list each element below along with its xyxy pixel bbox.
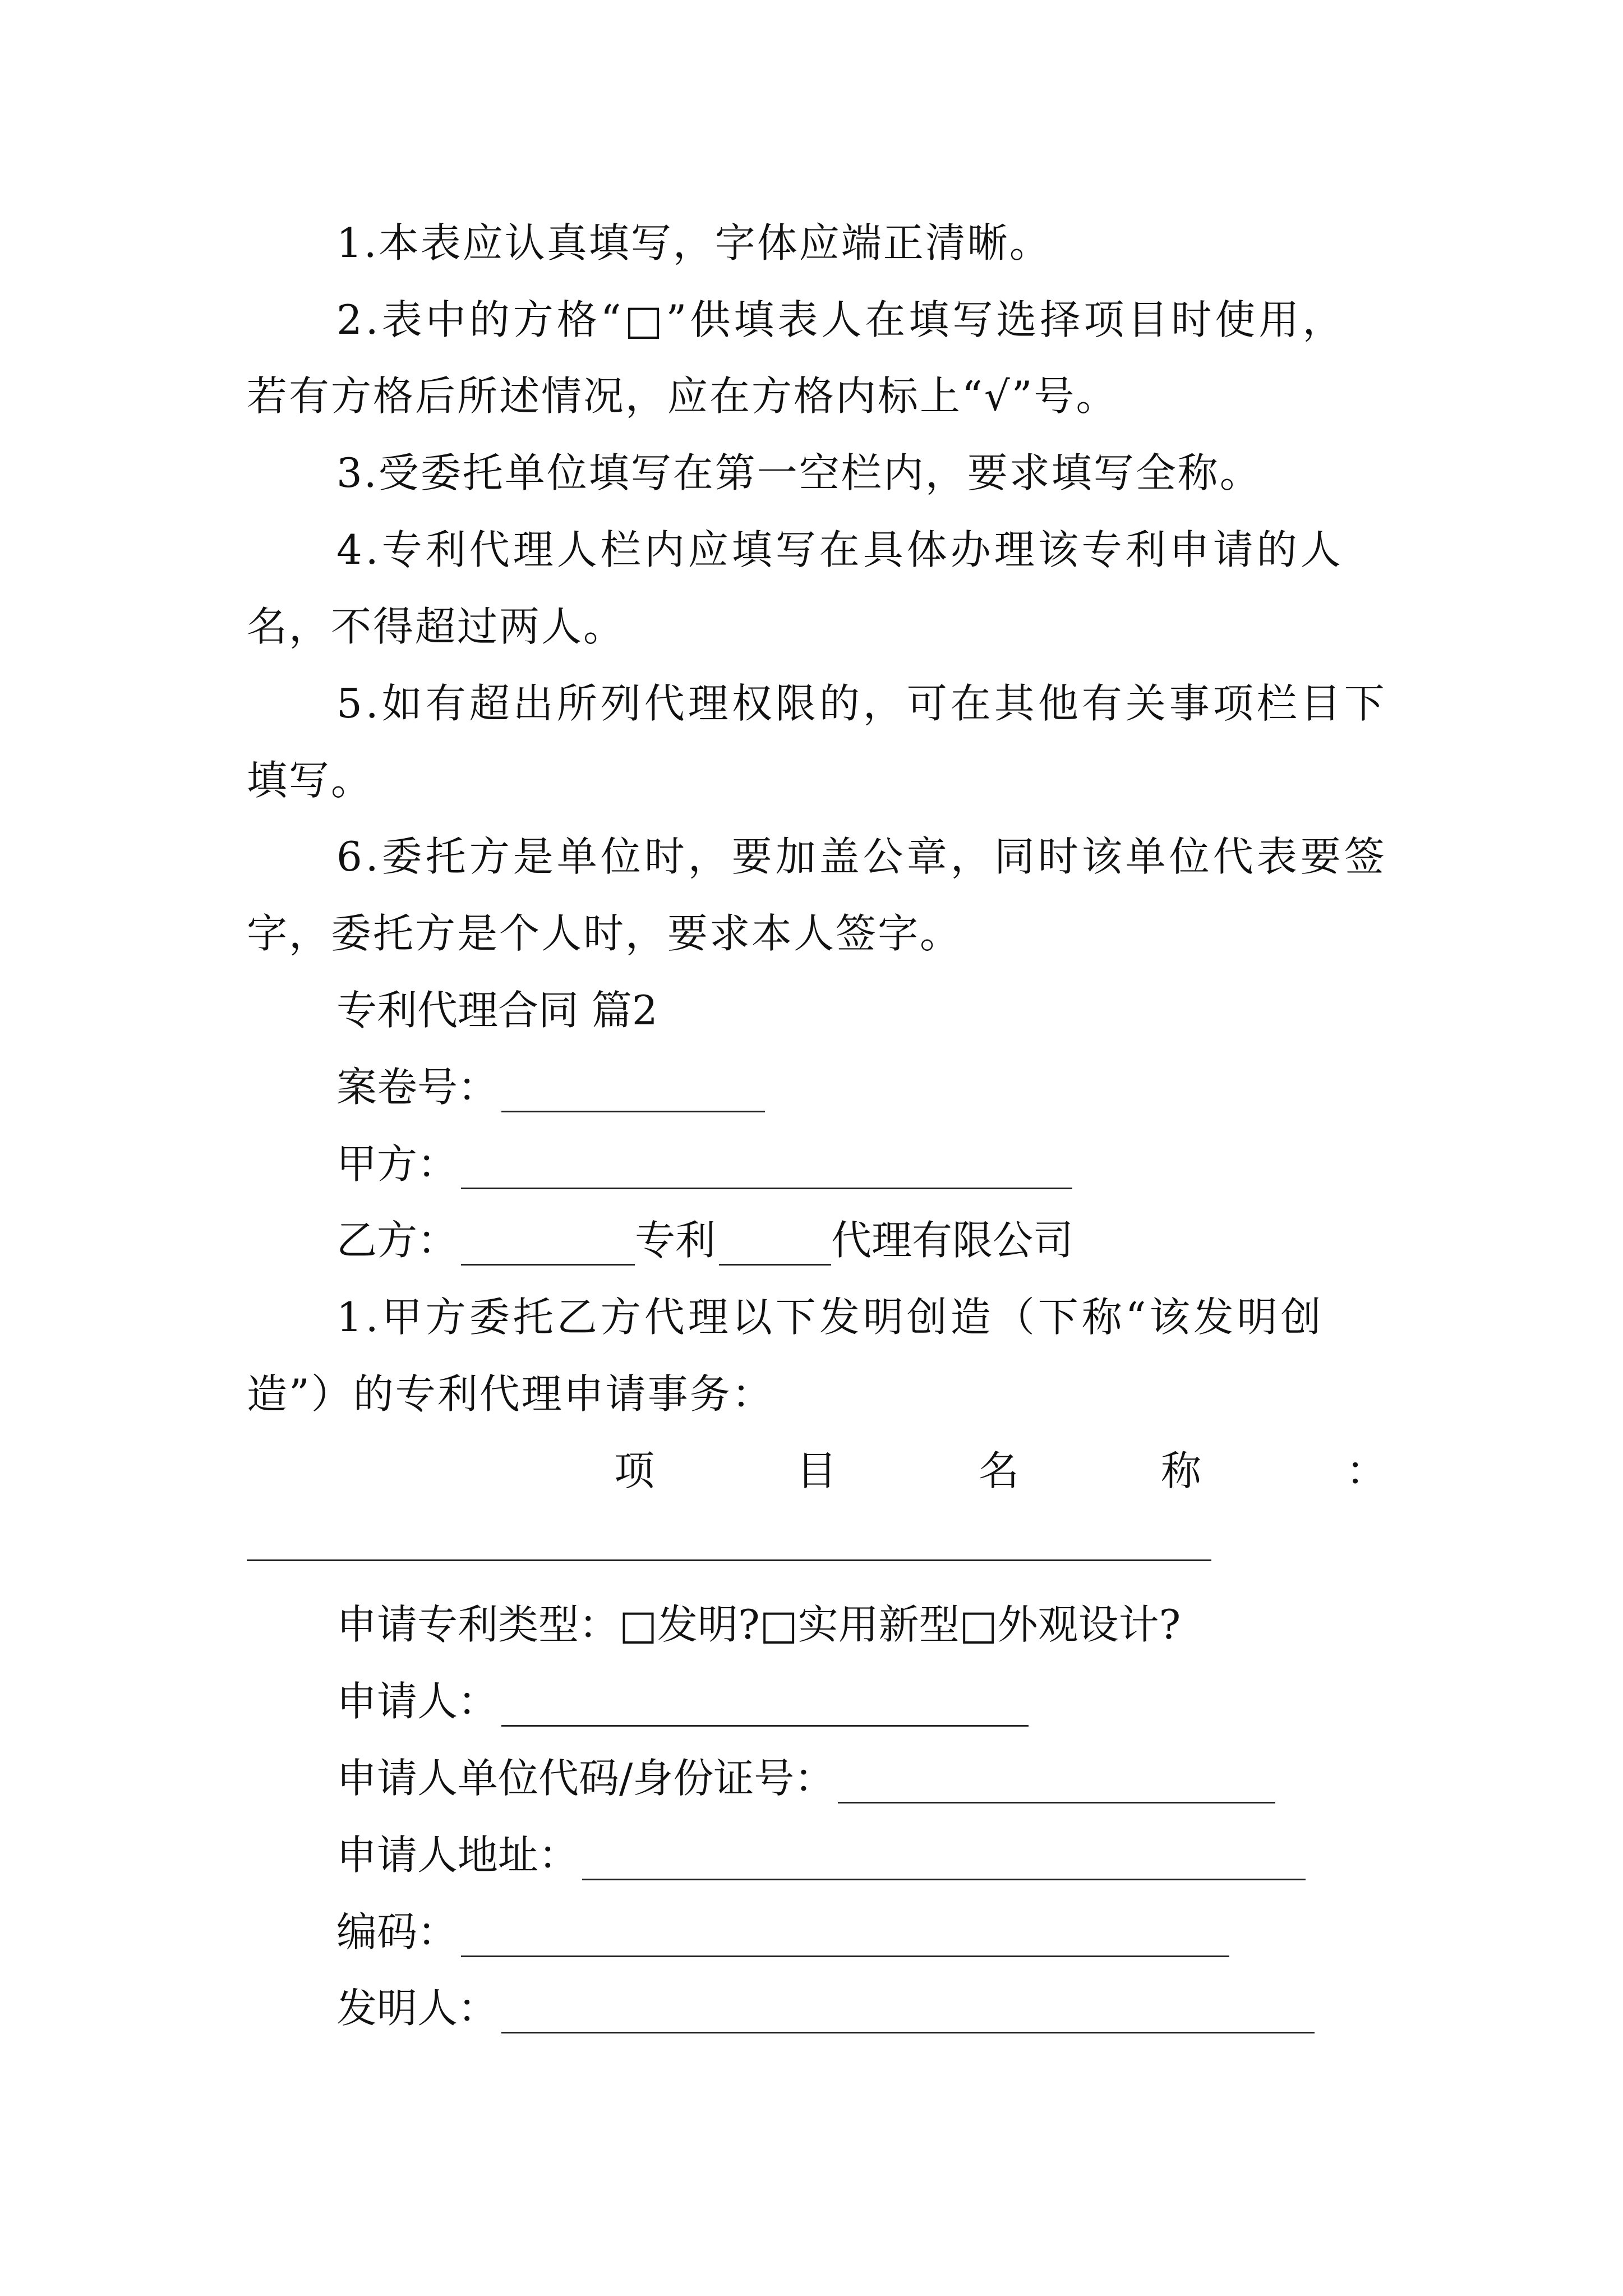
party-b-suffix: 代理有限公司 xyxy=(831,1217,1074,1264)
party-a-label: 甲方： xyxy=(336,1140,458,1188)
note-6-cont: 字，委托方是个人时，要求本人签字。 xyxy=(247,910,962,957)
id-code-field[interactable] xyxy=(838,1767,1275,1803)
id-code-label: 申请人单位代码/身份证号： xyxy=(336,1755,835,1802)
project-name-char-1: 项 xyxy=(614,1447,655,1494)
party-b-field-2[interactable] xyxy=(719,1229,831,1266)
note-4: 4.专利代理人栏内应填写在具体办理该专利申请的人 xyxy=(336,526,1344,573)
note-3: 3.受委托单位填写在第一空栏内，要求填写全称。 xyxy=(336,449,1262,496)
note-5-cont: 填写。 xyxy=(247,757,374,804)
inventor-row xyxy=(336,1983,1315,2033)
party-b-label: 乙方： xyxy=(336,1217,458,1264)
postcode-row xyxy=(336,1907,1229,1957)
party-a-field[interactable] xyxy=(461,1153,1072,1189)
clause-1-cont: 造”）的专利代理申请事务： xyxy=(247,1370,774,1418)
note-2: 2.表中的方格“□”供填表人在填写选择项目时使用， xyxy=(336,296,1347,343)
clause-1: 1.甲方委托乙方代理以下发明创造（下称“该发明创 xyxy=(336,1294,1325,1341)
case-no-field[interactable] xyxy=(501,1076,765,1112)
note-5: 5.如有超出所列代理权限的，可在其他有关事项栏目下 xyxy=(336,680,1388,727)
address-row xyxy=(336,1830,1306,1880)
address-field[interactable] xyxy=(582,1844,1306,1880)
party-a-row xyxy=(336,1139,1072,1189)
project-name-char-2: 目 xyxy=(796,1447,837,1494)
postcode-label: 编码： xyxy=(336,1908,458,1955)
applicant-field[interactable] xyxy=(501,1690,1029,1727)
note-2-cont: 若有方格后所述情况，应在方格内标上“√”号。 xyxy=(247,372,1118,420)
case-no-row xyxy=(336,1062,765,1112)
case-no-label: 案卷号： xyxy=(336,1064,499,1111)
id-code-row xyxy=(336,1753,1275,1803)
party-b-mid: 专利 xyxy=(635,1217,716,1264)
inventor-label: 发明人： xyxy=(336,1985,499,2032)
project-name-char-3: 名 xyxy=(979,1447,1020,1494)
section-title: 专利代理合同 篇2 xyxy=(336,987,658,1034)
party-b-field-1[interactable] xyxy=(461,1229,635,1266)
postcode-field[interactable] xyxy=(461,1921,1229,1957)
applicant-row xyxy=(336,1676,1029,1727)
inventor-field[interactable] xyxy=(501,1997,1315,2033)
patent-type: 申请专利类型：□发明?□实用新型□外观设计? xyxy=(336,1601,1181,1648)
project-name-colon: ： xyxy=(1346,1447,1387,1494)
applicant-label: 申请人： xyxy=(336,1678,499,1725)
note-6: 6.委托方是单位时，要加盖公章，同时该单位代表要签 xyxy=(336,833,1388,880)
project-name-char-4: 称 xyxy=(1161,1447,1202,1494)
note-1: 1.本表应认真填写，字体应端正清晰。 xyxy=(336,219,1052,266)
note-4-cont: 名，不得超过两人。 xyxy=(247,603,626,650)
address-label: 申请人地址： xyxy=(336,1832,579,1879)
party-b-row xyxy=(336,1215,1073,1266)
project-name-field[interactable] xyxy=(247,1559,1211,1561)
